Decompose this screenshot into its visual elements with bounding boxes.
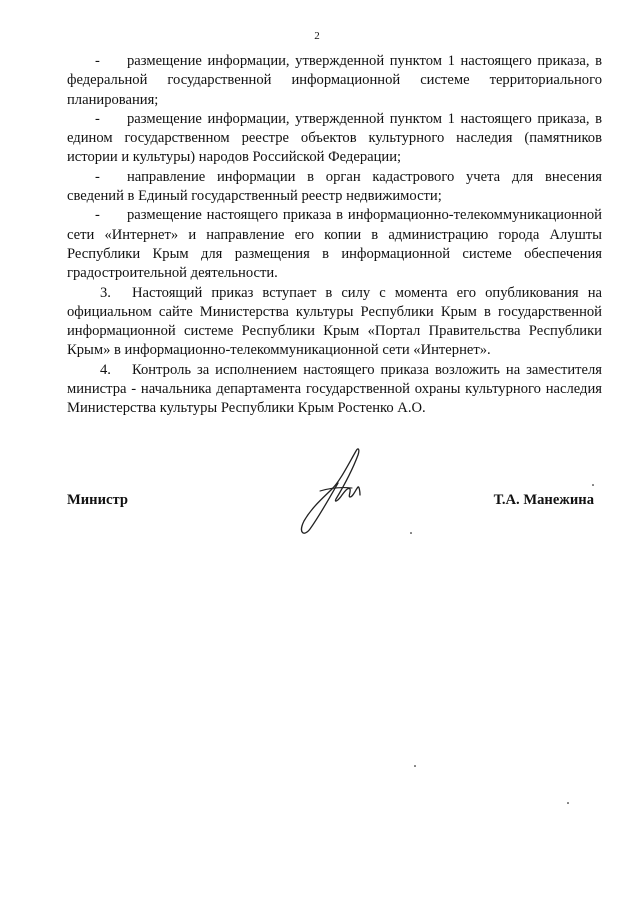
bullet-marker: - [95, 207, 100, 224]
scan-speck [592, 484, 594, 486]
paragraph-number: 4. [100, 361, 111, 378]
list-item [67, 168, 602, 207]
paragraph-text: размещение информации, утвержденной пунктом 1 настоящего приказа, в едином государственном реестре объектов культурного наследия (памятников истории и культуры) народов Российской Федерации; [67, 110, 602, 166]
bullet-marker: - [95, 110, 100, 127]
numbered-paragraph [67, 361, 602, 419]
bullet-marker: - [95, 53, 100, 69]
signatory-title: Министр [67, 492, 128, 508]
paragraph-text: размещение информации, утвержденной пунктом 1 настоящего приказа, в федеральной государственной информационной системе территориального планирования; [67, 53, 602, 108]
signatory-name: Т.А. Манежина [493, 492, 594, 508]
paragraph-text: Настоящий приказ вступает в силу с момента его опубликования на официальном сайте Министерства культуры Республики Крым в государственной информационной системе Республики Крым «Портал Правительства Республики Крым» в информационно-телекоммуникационной сети «Интернет». [67, 284, 602, 359]
paragraph-text: Контроль за исполнением настоящего приказа возложить на заместителя министра - начальника департамента государственной охраны культурного наследия Министерства культуры Республики Крым Ростенко А.О. [67, 361, 602, 417]
scan-speck [567, 802, 569, 804]
document-body [67, 52, 602, 419]
list-item [67, 206, 602, 283]
scan-speck [410, 532, 412, 534]
signature-block [67, 492, 602, 522]
list-item [67, 52, 602, 110]
scan-speck [414, 765, 416, 767]
page-number: 2 [314, 30, 320, 42]
paragraph-number: 3. [100, 284, 111, 301]
numbered-paragraph [67, 284, 602, 361]
paragraph-text: направление информации в орган кадастрового учета для внесения сведений в Единый государственный реестр недвижимости; [67, 168, 602, 205]
paragraph-text: размещение настоящего приказа в информационно-телекоммуникационной сети «Интернет» и направление его копии в администрацию города Алушты Республики Крым для размещения в информационной системе обеспечения градостроительной деятельности. [67, 207, 602, 282]
bullet-marker: - [95, 168, 100, 185]
list-item [67, 110, 602, 168]
